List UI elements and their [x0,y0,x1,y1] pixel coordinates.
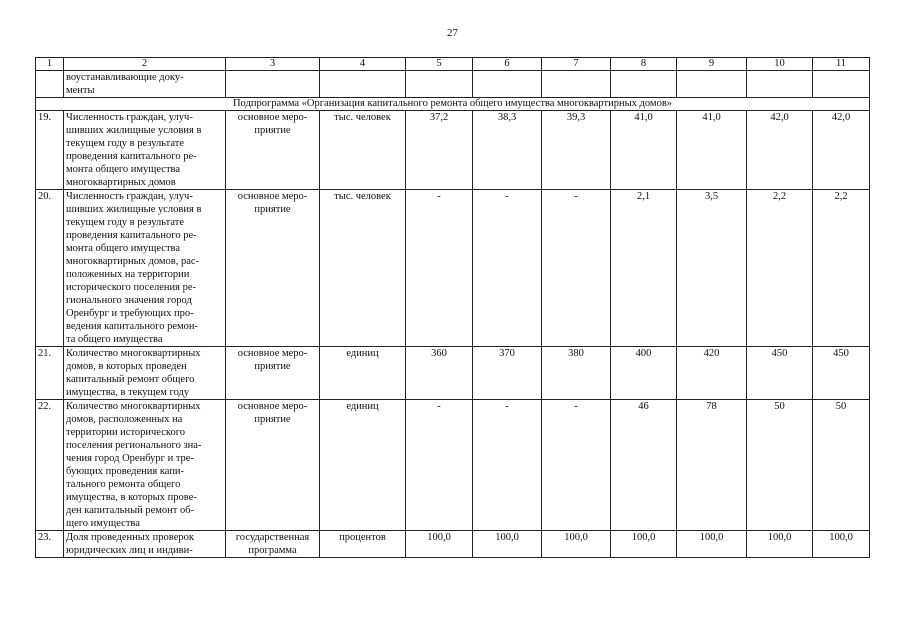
value-cell: - [473,400,542,531]
text-line: домов, расположенных на [66,414,183,425]
text-line: основное меро- [237,348,308,359]
value-cell: 100,0 [542,531,611,558]
column-header: 4 [320,58,406,71]
column-header: 10 [747,58,813,71]
continuation-row [36,71,870,98]
row-number-cell: 22. [36,400,64,531]
value-cell: 450 [813,347,870,400]
value-cell: 3,5 [677,190,747,347]
column-header: 9 [677,58,747,71]
column-header: 11 [813,58,870,71]
text-line: воустанавливающие доку- [66,72,184,83]
text-line: имущества, в которых прове- [66,492,197,503]
empty-cell [473,71,542,98]
table-row [36,531,870,558]
column-number-row [36,58,870,71]
column-header: 7 [542,58,611,71]
value-cell: 100,0 [747,531,813,558]
text-line: приятие [254,414,291,425]
text-line: многоквартирных домов [66,177,176,188]
text-line: чения город Оренбург и тре- [66,453,194,464]
value-cell: 380 [542,347,611,400]
text-line: проведения капитального ре- [66,151,197,162]
value-cell: 42,0 [747,111,813,190]
unit-cell: процентов [320,531,406,558]
value-cell: - [406,190,473,347]
text-line: приятие [254,204,291,215]
row-number-cell [36,71,64,98]
text-line: государственная [235,532,310,543]
text-line: монта общего имущества [66,243,181,254]
value-cell: 78 [677,400,747,531]
text-line: текущем году в результате [66,217,184,228]
text-line: приятие [254,125,291,136]
value-cell: 42,0 [813,111,870,190]
table-row [36,111,870,190]
text-line: монта общего имущества [66,164,181,175]
indicator-type-cell [226,190,320,347]
indicator-type-cell [226,347,320,400]
indicator-name-cell [64,71,226,98]
text-line: имущества, в текущем году [66,387,190,398]
indicator-type-cell [226,531,320,558]
table-row [36,190,870,347]
column-header: 3 [226,58,320,71]
empty-cell [611,71,677,98]
text-line: Количество многоквартирных [66,348,201,359]
indicator-name-cell [64,347,226,400]
text-line: домов, в которых проведен [66,361,187,372]
column-header: 5 [406,58,473,71]
text-line: основное меро- [237,112,308,123]
indicator-name-cell [64,111,226,190]
text-line: шивших жилищные условия в [66,204,202,215]
unit-cell: единиц [320,400,406,531]
text-line: положенных на территории [66,269,190,280]
indicator-name-cell [64,400,226,531]
text-line: проведения капитального ре- [66,230,197,241]
empty-cell [747,71,813,98]
value-cell: 41,0 [677,111,747,190]
unit-cell: тыс. человек [320,190,406,347]
empty-cell [320,71,406,98]
text-line: ден капитальный ремонт об- [66,505,195,516]
text-line: тального ремонта общего [66,479,181,490]
empty-cell [406,71,473,98]
indicator-name-cell [64,190,226,347]
value-cell: 2,2 [747,190,813,347]
text-line: Количество многоквартирных [66,401,201,412]
value-cell: 100,0 [611,531,677,558]
row-number-cell: 21. [36,347,64,400]
table-row [36,347,870,400]
value-cell: 50 [813,400,870,531]
text-line: гионального значения город [66,295,192,306]
value-cell: 450 [747,347,813,400]
value-cell: 370 [473,347,542,400]
unit-cell: тыс. человек [320,111,406,190]
text-line: та общего имущества [66,334,163,345]
row-number-cell: 23. [36,531,64,558]
value-cell: 37,2 [406,111,473,190]
indicators-table [35,57,870,558]
indicator-type-cell [226,400,320,531]
text-line: основное меро- [237,401,308,412]
text-line: Оренбург и требующих про- [66,308,194,319]
value-cell: 420 [677,347,747,400]
text-line: капитальный ремонт общего [66,374,195,385]
value-cell: 400 [611,347,677,400]
text-line: программа [248,545,297,556]
text-line: Численность граждан, улуч- [66,191,193,202]
subprogram-row [36,98,870,111]
value-cell: 100,0 [406,531,473,558]
column-header: 6 [473,58,542,71]
text-line: Численность граждан, улуч- [66,112,193,123]
value-cell: 38,3 [473,111,542,190]
row-number-cell: 19. [36,111,64,190]
value-cell: - [542,190,611,347]
value-cell: - [473,190,542,347]
column-header: 1 [36,58,64,71]
text-line: шивших жилищные условия в [66,125,202,136]
empty-cell [542,71,611,98]
text-line: Доля проведенных проверок [66,532,194,543]
unit-cell: единиц [320,347,406,400]
text-line: приятие [254,361,291,372]
text-line: щего имущества [66,518,140,529]
column-header: 8 [611,58,677,71]
column-header: 2 [64,58,226,71]
text-line: бующих проведения капи- [66,466,185,477]
row-number-cell: 20. [36,190,64,347]
text-line: территории исторического [66,427,186,438]
subprogram-title: Подпрограмма «Организация капитального ремонта общего имущества многоквартирных домов» [36,98,870,111]
value-cell: 50 [747,400,813,531]
page-number: 27 [447,27,458,39]
empty-cell [813,71,870,98]
text-line: многоквартирных домов, рас- [66,256,200,267]
text-line: ведения капитального ремон- [66,321,199,332]
value-cell: 41,0 [611,111,677,190]
value-cell: 46 [611,400,677,531]
value-cell: 2,2 [813,190,870,347]
text-line: исторического поселения ре- [66,282,197,293]
value-cell: 360 [406,347,473,400]
value-cell: 39,3 [542,111,611,190]
text-line: основное меро- [237,191,308,202]
text-line: поселения регионального зна- [66,440,202,451]
value-cell: 100,0 [677,531,747,558]
indicator-name-cell [64,531,226,558]
text-line: менты [66,85,95,96]
value-cell: - [542,400,611,531]
indicator-type-cell [226,111,320,190]
empty-cell [226,71,320,98]
table-row [36,400,870,531]
value-cell: - [406,400,473,531]
table-body [36,58,870,558]
value-cell: 100,0 [473,531,542,558]
value-cell: 2,1 [611,190,677,347]
value-cell: 100,0 [813,531,870,558]
text-line: текущем году в результате [66,138,184,149]
text-line: юридических лиц и индиви- [66,545,193,556]
empty-cell [677,71,747,98]
